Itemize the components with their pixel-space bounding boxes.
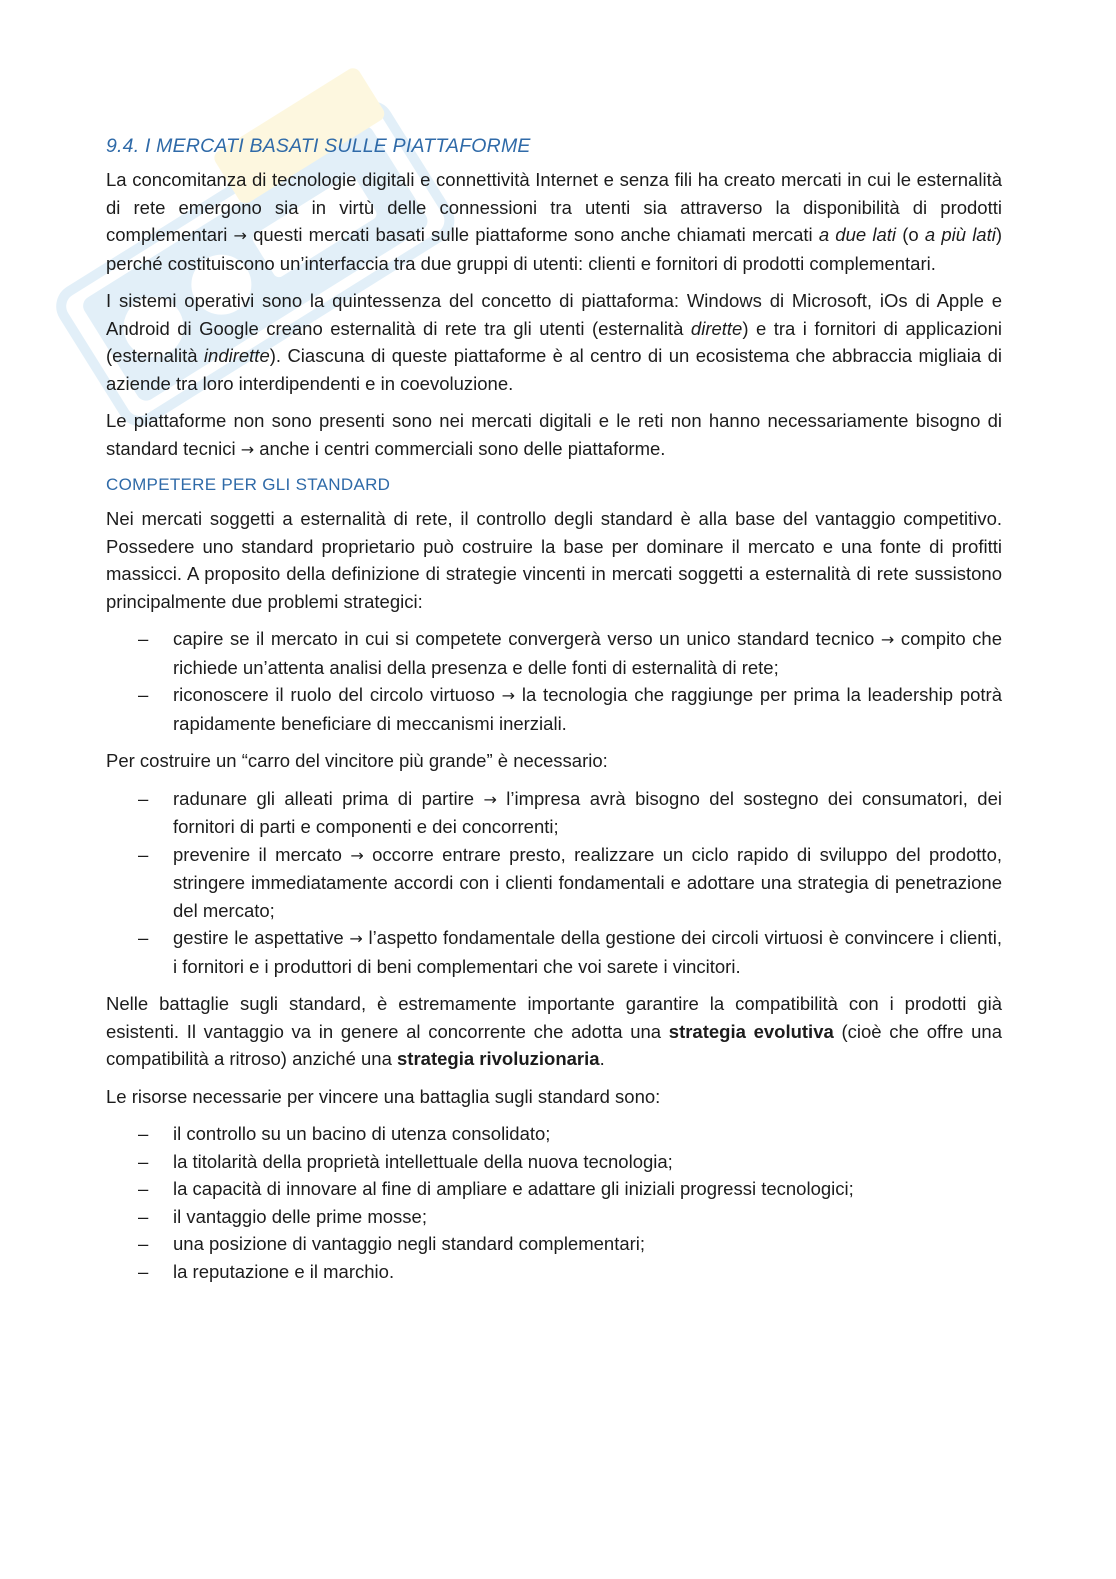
- arrow-icon: →: [240, 439, 255, 459]
- list-item: – il controllo su un bacino di utenza consolidato;: [106, 1120, 1002, 1148]
- arrow-icon: →: [483, 789, 497, 809]
- section-title: 9.4. I MERCATI BASATI SULLE PIATTAFORME: [106, 135, 531, 157]
- list-bandwagon-steps: [106, 785, 1002, 981]
- paragraph-standards-control: Nei mercati soggetti a esternalità di rete, il controllo degli standard è alla base del vantaggio competitivo. Possedere uno standard proprietario può costruire la base per dominare il mercato e una fonte di profitti massicci. A proposito della definizione di strategie vincenti in mercati soggetti a esternalità di rete sussistono principalmente due problemi strategici:: [106, 508, 1002, 612]
- list-item: – riconoscere il ruolo del circolo virtuoso → la tecnologia che raggiunge per prima la leadership potrà rapidamente beneficiare di meccanismi inerziali.: [106, 681, 1002, 737]
- dash-bullet-icon: –: [138, 1205, 149, 1227]
- dash-bullet-icon: –: [138, 1150, 149, 1172]
- arrow-icon: →: [880, 630, 895, 649]
- paragraph-bandwagon: Per costruire un “carro del vincitore più grande” è necessario:: [106, 750, 608, 771]
- dash-bullet-icon: –: [138, 1178, 149, 1199]
- arrow-icon: →: [501, 686, 516, 705]
- list-strategic-problems: [106, 625, 1002, 737]
- paragraph-platforms-not-only-digital: Le piattaforme non sono presenti sono nei mercati digitali e le reti non hanno necessariamente bisogno di standard tecnici → anche i centri commerciali sono delle piattaforme.: [106, 410, 1002, 459]
- list-item: – la titolarità della proprietà intellettuale della nuova tecnologia;: [106, 1148, 1002, 1176]
- subsection-title: COMPETERE PER GLI STANDARD: [106, 475, 391, 494]
- arrow-icon: →: [233, 226, 247, 245]
- list-resources: [106, 1120, 1002, 1285]
- list-item: – capire se il mercato in cui si competete convergerà verso un unico standard tecnico → compito che richiede un’attenta analisi della presenza e delle fonti di esternalità di rete;: [106, 625, 1002, 681]
- arrow-icon: →: [349, 929, 363, 948]
- dash-bullet-icon: –: [138, 843, 149, 865]
- dash-bullet-icon: –: [138, 1233, 149, 1254]
- list-item: – la reputazione e il marchio.: [106, 1258, 1002, 1286]
- list-item: – radunare gli alleati prima di partire → l’impresa avrà bisogno del sostegno dei consumatori, dei fornitori di parti e componenti e dei concorrenti;: [106, 785, 1002, 841]
- dash-bullet-icon: –: [138, 1123, 149, 1144]
- paragraph-compatibility: Nelle battaglie sugli standard, è estremamente importante garantire la compatibilità con i prodotti già esistenti. Il vantaggio va in genere al concorrente che adotta una strategia evolutiva (cioè che offre una compatibilità a ritroso) anziché una strategia rivoluzionaria.: [106, 993, 1002, 1069]
- list-item: – gestire le aspettative → l’aspetto fondamentale della gestione dei circoli virtuosi è convincere i clienti, i fornitori e i produttori di beni complementari che voi sarete i vincitori.: [106, 924, 1002, 980]
- list-item: – una posizione di vantaggio negli standard complementari;: [106, 1230, 1002, 1258]
- dash-bullet-icon: –: [138, 628, 149, 649]
- dash-bullet-icon: –: [138, 927, 149, 948]
- arrow-icon: →: [350, 845, 364, 865]
- dash-bullet-icon: –: [138, 787, 149, 809]
- dash-bullet-icon: –: [138, 1260, 149, 1282]
- paragraph-resources: Le risorse necessarie per vincere una battaglia sugli standard sono:: [106, 1085, 661, 1107]
- list-item: – prevenire il mercato → occorre entrare presto, realizzare un ciclo rapido di sviluppo del prodotto, stringere immediatamente accordi con i clienti fondamentali e adottare una strategia di penetrazione del mercato;: [106, 841, 1002, 925]
- document-body: [106, 132, 1002, 1295]
- paragraph-operating-systems: I sistemi operativi sono la quintessenza del concetto di piattaforma: Windows di Microsoft, iOs di Apple e Android di Google creano esternalità di rete tra gli utenti (esternalità dirette) e tra i fornitori di applicazioni (esternalità indirette). Ciascuna di queste piattaforme è al centro di un ecosistema che abbraccia migliaia di aziende tra loro interdipendenti e in coevoluzione.: [106, 290, 1003, 394]
- dash-bullet-icon: –: [138, 684, 149, 705]
- list-item: – la capacità di innovare al fine di ampliare e adattare gli iniziali progressi tecnologici;: [106, 1175, 1002, 1203]
- list-item: – il vantaggio delle prime mosse;: [106, 1203, 1002, 1231]
- paragraph-platform-markets: La concomitanza di tecnologie digitali e connettività Internet e senza fili ha creato mercati in cui le esternalità di rete emergono sia in virtù delle connessioni tra utenti sia attraverso la disponibilità di prodotti complementari → questi mercati basati sulle piattaforme sono anche chiamati mercati a due lati (o a più lati) perché costituiscono un’interfaccia tra due gruppi di utenti: clienti e fornitori di prodotti complementari.: [106, 169, 1003, 274]
